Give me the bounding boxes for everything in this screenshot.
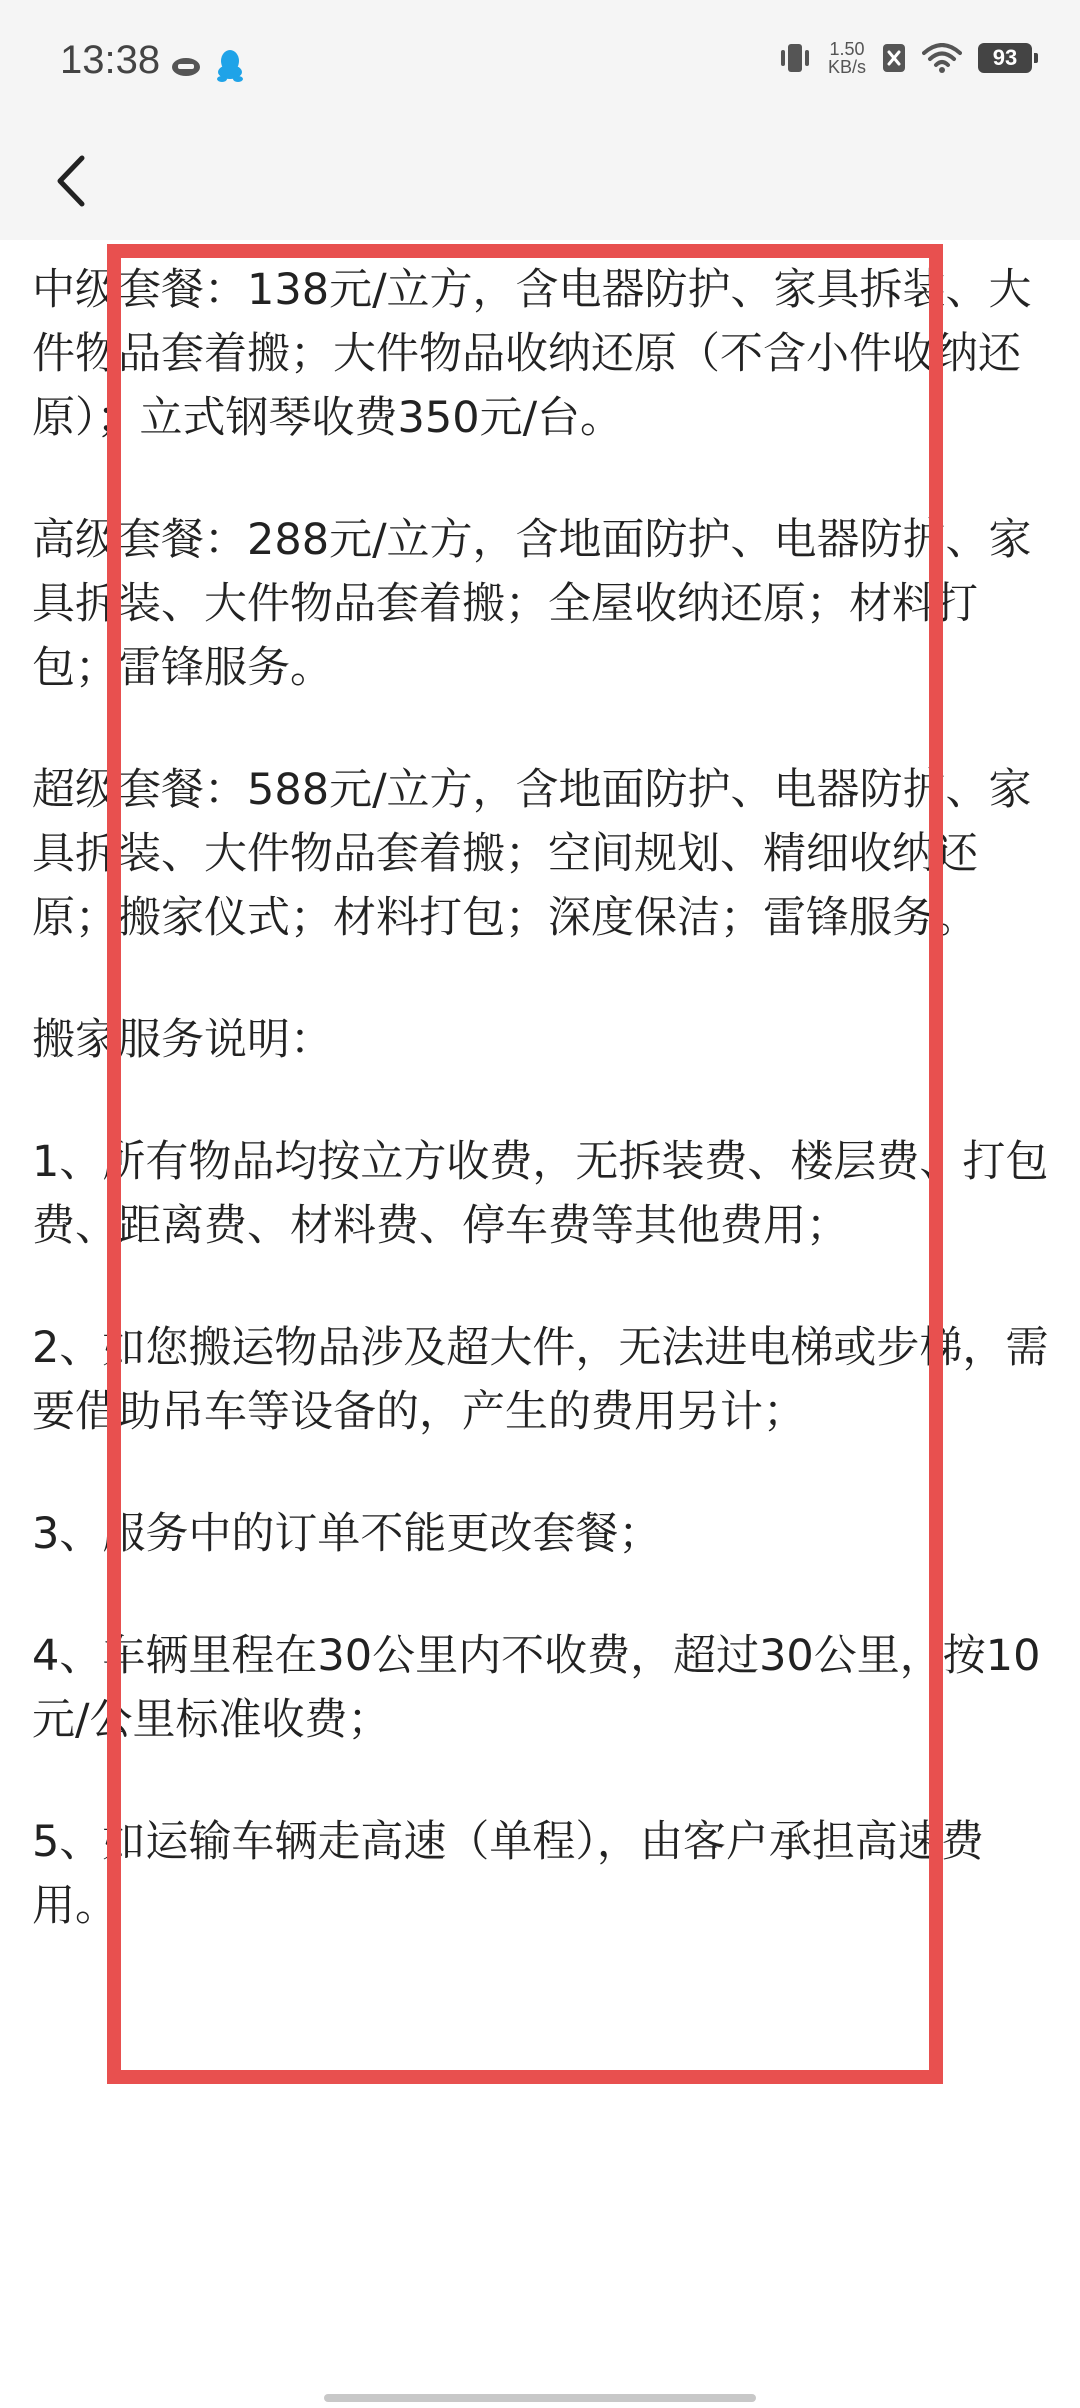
service-note-4: 4、车辆里程在30公里内不收费，超过30公里，按10元/公里标准收费； bbox=[32, 1631, 1041, 1745]
service-note-5: 5、如运输车辆走高速（单程），由客户承担高速费用。 bbox=[32, 1817, 984, 1931]
paragraph-super-package: 超级套餐：588元/立方，含地面防护、电器防护、家具拆装、大件物品套着搬；空间规划、精细收纳还原；搬家仪式；材料打包；深度保洁；雷锋服务。 bbox=[32, 765, 1032, 943]
service-note-1: 1、所有物品均按立方收费，无拆装费、楼层费、打包费、距离费、材料费、停车费等其他费用； bbox=[32, 1137, 1049, 1251]
chevron-left-icon bbox=[60, 158, 82, 204]
cloud-app-icon bbox=[170, 53, 202, 77]
paragraph-mid-package: 中级套餐：138元/立方，含电器防护、家具拆装、大件物品套着搬；大件物品收纳还原（不含小件收纳还原）；立式钢琴收费350元/台。 bbox=[32, 265, 1032, 443]
battery-icon: 93 bbox=[978, 43, 1032, 73]
service-note-3: 3、服务中的订单不能更改套餐； bbox=[32, 1509, 662, 1559]
paragraph-high-package: 高级套餐：288元/立方，含地面防护、电器防护、家具拆装、大件物品套着搬；全屋收纳还原；材料打包；雷锋服务。 bbox=[32, 515, 1032, 693]
status-right-icons bbox=[778, 40, 1032, 76]
service-notes-heading: 搬家服务说明： bbox=[32, 1015, 333, 1065]
service-note-2: 2、如您搬运物品涉及超大件，无法进电梯或步梯，需要借助吊车等设备的，产生的费用另计； bbox=[32, 1323, 1049, 1437]
wifi-icon bbox=[922, 43, 962, 73]
net-speed-unit: KB/s bbox=[827, 57, 866, 77]
home-indicator[interactable] bbox=[324, 2394, 756, 2402]
net-speed-value: 1.50 bbox=[829, 39, 865, 59]
status-time: 13:38 bbox=[60, 38, 161, 82]
net-speed bbox=[828, 40, 866, 76]
status-left-icons bbox=[170, 48, 244, 82]
back-button[interactable] bbox=[40, 146, 110, 216]
nav-bar bbox=[0, 128, 1080, 240]
qq-icon bbox=[216, 48, 244, 82]
status-bar bbox=[0, 0, 1080, 128]
sim-disabled-icon bbox=[882, 43, 906, 73]
package-description bbox=[32, 258, 1052, 1996]
vibrate-icon bbox=[778, 41, 812, 75]
